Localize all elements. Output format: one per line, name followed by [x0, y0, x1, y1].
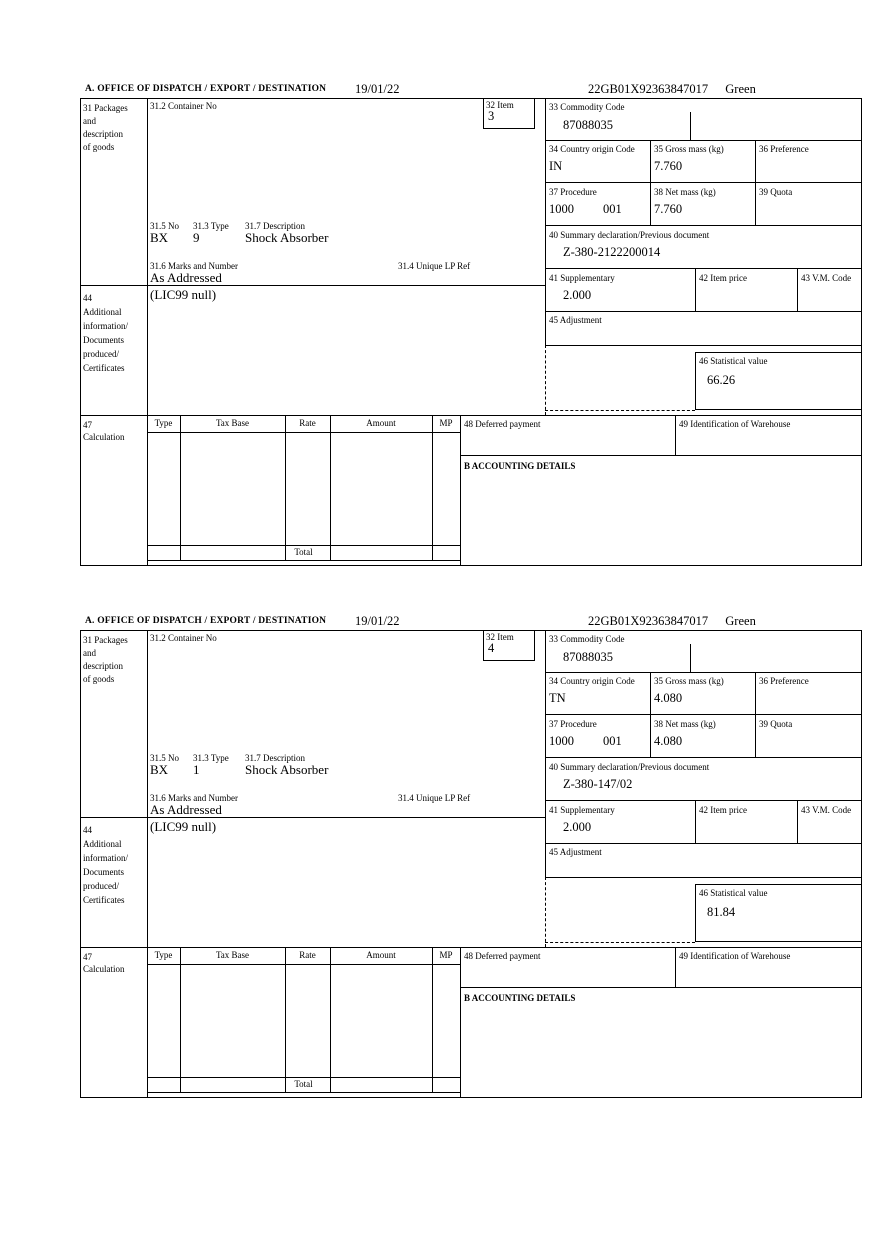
divider-line: [285, 947, 286, 1092]
itemprice42-label: 42 Item price: [699, 273, 747, 283]
divider-line: [180, 947, 181, 1092]
procedure-extra-value: 001: [603, 202, 622, 216]
divider-line: [545, 672, 862, 673]
divider-line: [147, 545, 460, 546]
calc-header-taxbase: Tax Base: [215, 418, 250, 428]
divider-line: [650, 140, 651, 225]
mrn-value: 22GB01X92363847017: [588, 614, 709, 628]
calc-header-mp: MP: [439, 418, 453, 428]
description317-label: 31.7 Description: [245, 221, 305, 231]
country34-label: 34 Country origin Code: [549, 144, 635, 154]
deferred48-label: 48 Deferred payment: [464, 419, 541, 429]
marks316-label: 31.6 Marks and Number: [150, 261, 238, 271]
declaration-item-section: [0, 614, 882, 1114]
divider-line: [147, 1077, 460, 1078]
declaration-date: 19/01/22: [355, 614, 400, 628]
divider-line: [545, 225, 862, 226]
divider-line: [330, 415, 331, 560]
divider-line: [460, 947, 461, 1098]
accounting-details-label: B ACCOUNTING DETAILS: [464, 993, 576, 1003]
gross-mass-value: 4.080: [654, 691, 683, 705]
warehouse49-label: 49 Identification of Warehouse: [679, 419, 791, 429]
container-no-label: 31.2 Container No: [150, 633, 217, 643]
gross-mass-value: 7.760: [654, 159, 683, 173]
divider-line: [147, 432, 460, 433]
calc-total-label: Total: [294, 547, 313, 557]
box47-label: 47 Calculation: [83, 420, 125, 442]
calc-header-taxbase: Tax Base: [215, 950, 250, 960]
divider-line: [180, 415, 181, 560]
goods-description-value: Shock Absorber: [245, 762, 329, 777]
divider-line: [797, 800, 798, 843]
declaration-date: 19/01/22: [355, 82, 400, 96]
divider-line: [545, 757, 862, 758]
divider-line: [797, 268, 798, 311]
office-of-dispatch-label: A. OFFICE OF DISPATCH / EXPORT / DESTINATION: [85, 616, 327, 626]
divider-line: [545, 311, 862, 312]
divider-line: [755, 140, 756, 225]
calc-header-rate: Rate: [299, 418, 316, 428]
divider-line: [147, 964, 460, 965]
procedure-extra-value: 001: [603, 734, 622, 748]
divider-line: [460, 455, 862, 456]
divider-line: [460, 415, 461, 566]
calc-header-amount: Amount: [366, 950, 396, 960]
vmcode43-label: 43 V.M. Code: [801, 273, 852, 283]
description317-label: 31.7 Description: [245, 753, 305, 763]
warehouse49-label: 49 Identification of Warehouse: [679, 951, 791, 961]
divider-line: [80, 947, 862, 948]
mrn-value: 22GB01X92363847017: [588, 82, 709, 96]
divider-line: [545, 98, 546, 345]
divider-line: [755, 672, 756, 757]
country34-label: 34 Country origin Code: [549, 676, 635, 686]
container-no-label: 31.2 Container No: [150, 101, 217, 111]
adjustment45-label: 45 Adjustment: [549, 315, 602, 325]
form-outer-border: [80, 98, 862, 566]
preference36-label: 36 Preference: [759, 676, 809, 686]
type313-label: 31.3 Type: [193, 221, 229, 231]
item32-label: 32 Item: [486, 632, 514, 642]
preference36-label: 36 Preference: [759, 144, 809, 154]
procedure37-label: 37 Procedure: [549, 187, 597, 197]
gross35-label: 35 Gross mass (kg): [654, 144, 724, 154]
calc-total-label: Total: [294, 1079, 313, 1089]
dashed-divider: [545, 410, 695, 411]
itemprice42-label: 42 Item price: [699, 805, 747, 815]
item-number-value: 4: [488, 641, 495, 655]
calc-header-mp: MP: [439, 950, 453, 960]
divider-line: [545, 630, 546, 877]
divider-line: [695, 268, 696, 311]
divider-line: [80, 415, 862, 416]
calc-header-type: Type: [154, 418, 173, 428]
supplementary-value: 2.000: [563, 820, 592, 834]
divider-line: [675, 947, 676, 987]
divider-line: [545, 877, 862, 878]
net38-label: 38 Net mass (kg): [654, 187, 716, 197]
box31-label: 31 Packages and description of goods: [83, 635, 128, 684]
box31-label: 31 Packages and description of goods: [83, 103, 128, 152]
summary40-label: 40 Summary declaration/Previous document: [549, 762, 710, 772]
divider-line: [545, 714, 862, 715]
calc-header-amount: Amount: [366, 418, 396, 428]
goods-description-value: Shock Absorber: [245, 230, 329, 245]
net-mass-value: 4.080: [654, 734, 683, 748]
divider-line: [330, 947, 331, 1092]
mrn-line: [588, 614, 756, 629]
calc-header-type: Type: [154, 950, 173, 960]
net-mass-value: 7.760: [654, 202, 683, 216]
supplementary41-label: 41 Supplementary: [549, 273, 615, 283]
divider-line: [675, 415, 676, 455]
divider-line: [545, 182, 862, 183]
marks316-label: 31.6 Marks and Number: [150, 793, 238, 803]
statistical46-label: 46 Statistical value: [699, 888, 768, 898]
quota39-label: 39 Quota: [759, 719, 793, 729]
summary-declaration-value: Z-380-147/02: [563, 777, 633, 791]
statistical-value: 66.26: [707, 373, 736, 387]
divider-line: [545, 800, 862, 801]
dashed-divider: [545, 877, 546, 947]
net38-label: 38 Net mass (kg): [654, 719, 716, 729]
package-no-value: BX: [150, 762, 169, 777]
quota39-label: 39 Quota: [759, 187, 793, 197]
divider-line: [545, 345, 862, 346]
mrn-line: [588, 82, 756, 97]
commodity33-label: 33 Commodity Code: [549, 102, 625, 112]
supplementary41-label: 41 Supplementary: [549, 805, 615, 815]
declaration-item-section: [0, 82, 882, 582]
divider-line: [432, 415, 433, 560]
procedure37-label: 37 Procedure: [549, 719, 597, 729]
divider-line: [545, 140, 862, 141]
divider-line: [460, 987, 862, 988]
supplementary-value: 2.000: [563, 288, 592, 302]
commodity-code-tick: [690, 644, 691, 672]
box44-label: 44 Additional information/ Documents produced/ Certificates: [83, 293, 128, 373]
divider-line: [695, 800, 696, 843]
form-outer-border: [80, 630, 862, 1098]
package-type-value: 9: [193, 230, 200, 245]
summary40-label: 40 Summary declaration/Previous document: [549, 230, 710, 240]
uniquelp314-label: 31.4 Unique LP Ref: [398, 261, 471, 271]
adjustment45-label: 45 Adjustment: [549, 847, 602, 857]
procedure-code-value: 1000: [549, 734, 574, 748]
calc-header-rate: Rate: [299, 950, 316, 960]
routing-status: Green: [725, 614, 756, 628]
deferred48-label: 48 Deferred payment: [464, 951, 541, 961]
divider-line: [147, 98, 148, 566]
divider-line: [545, 843, 862, 844]
package-type-value: 1: [193, 762, 200, 777]
divider-line: [147, 560, 460, 561]
item-number-value: 3: [488, 109, 495, 123]
office-of-dispatch-label: A. OFFICE OF DISPATCH / EXPORT / DESTINATION: [85, 84, 327, 94]
gross35-label: 35 Gross mass (kg): [654, 676, 724, 686]
type313-label: 31.3 Type: [193, 753, 229, 763]
marks-value: As Addressed: [150, 802, 222, 817]
divider-line: [432, 947, 433, 1092]
divider-line: [650, 672, 651, 757]
item32-label: 32 Item: [486, 100, 514, 110]
additional-info-value: (LIC99 null): [150, 819, 217, 834]
no315-label: 31.5 No: [150, 753, 179, 763]
divider-line: [147, 630, 148, 1098]
additional-info-value: (LIC99 null): [150, 287, 217, 302]
country-origin-value: IN: [549, 159, 563, 173]
commodity-code-value: 87088035: [563, 118, 613, 132]
summary-declaration-value: Z-380-2122200014: [563, 245, 661, 259]
statistical-value: 81.84: [707, 905, 736, 919]
dashed-divider: [545, 942, 695, 943]
divider-line: [545, 268, 862, 269]
commodity-code-tick: [690, 112, 691, 140]
divider-line: [285, 415, 286, 560]
vmcode43-label: 43 V.M. Code: [801, 805, 852, 815]
box47-label: 47 Calculation: [83, 952, 125, 974]
dashed-divider: [545, 345, 546, 415]
commodity33-label: 33 Commodity Code: [549, 634, 625, 644]
divider-line: [80, 817, 545, 818]
routing-status: Green: [725, 82, 756, 96]
box44-label: 44 Additional information/ Documents produced/ Certificates: [83, 825, 128, 905]
divider-line: [147, 1092, 460, 1093]
procedure-code-value: 1000: [549, 202, 574, 216]
divider-line: [80, 285, 545, 286]
marks-value: As Addressed: [150, 270, 222, 285]
uniquelp314-label: 31.4 Unique LP Ref: [398, 793, 471, 803]
commodity-code-value: 87088035: [563, 650, 613, 664]
no315-label: 31.5 No: [150, 221, 179, 231]
country-origin-value: TN: [549, 691, 566, 705]
accounting-details-label: B ACCOUNTING DETAILS: [464, 461, 576, 471]
package-no-value: BX: [150, 230, 169, 245]
statistical46-label: 46 Statistical value: [699, 356, 768, 366]
